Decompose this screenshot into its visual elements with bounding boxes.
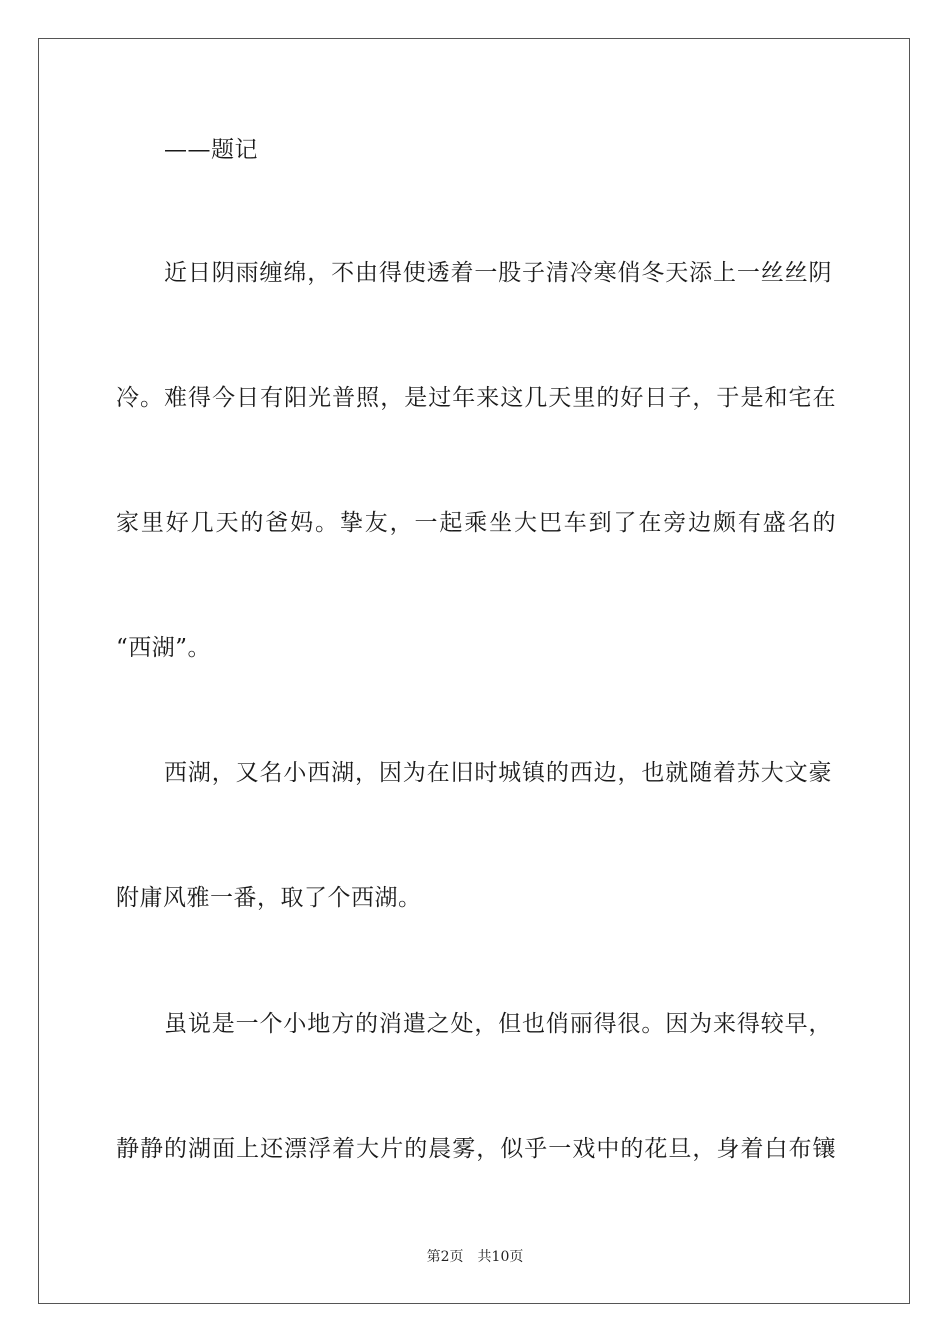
epigraph-line: ——题记	[164, 137, 258, 163]
paragraph-3-line-1: 虽说是一个小地方的消遣之处，但也俏丽得很。因为来得较早，	[164, 1011, 832, 1037]
paragraph-1-line-2: 冷。难得今日有阳光普照，是过年来这几天里的好日子，于是和宅在	[116, 385, 836, 411]
page-number: 第2页	[426, 1249, 464, 1265]
page-border	[38, 38, 910, 1304]
page-total: 共10页	[477, 1249, 524, 1265]
paragraph-2-line-1: 西湖，又名小西湖，因为在旧时城镇的西边，也就随着苏大文豪	[164, 760, 832, 786]
paragraph-1-line-3: 家里好几天的爸妈。挚友，一起乘坐大巴车到了在旁边颇有盛名的	[116, 510, 836, 536]
paragraph-3-line-2: 静静的湖面上还漂浮着大片的晨雾，似乎一戏中的花旦，身着白布镶	[116, 1136, 836, 1162]
paragraph-1-line-1: 近日阴雨缠绵，不由得使透着一股子清冷寒俏冬天添上一丝丝阴	[164, 260, 832, 286]
page-footer	[0, 1247, 950, 1267]
paragraph-2-line-2: 附庸风雅一番，取了个西湖。	[116, 885, 422, 911]
paragraph-1-line-4: “西湖”。	[116, 635, 212, 661]
